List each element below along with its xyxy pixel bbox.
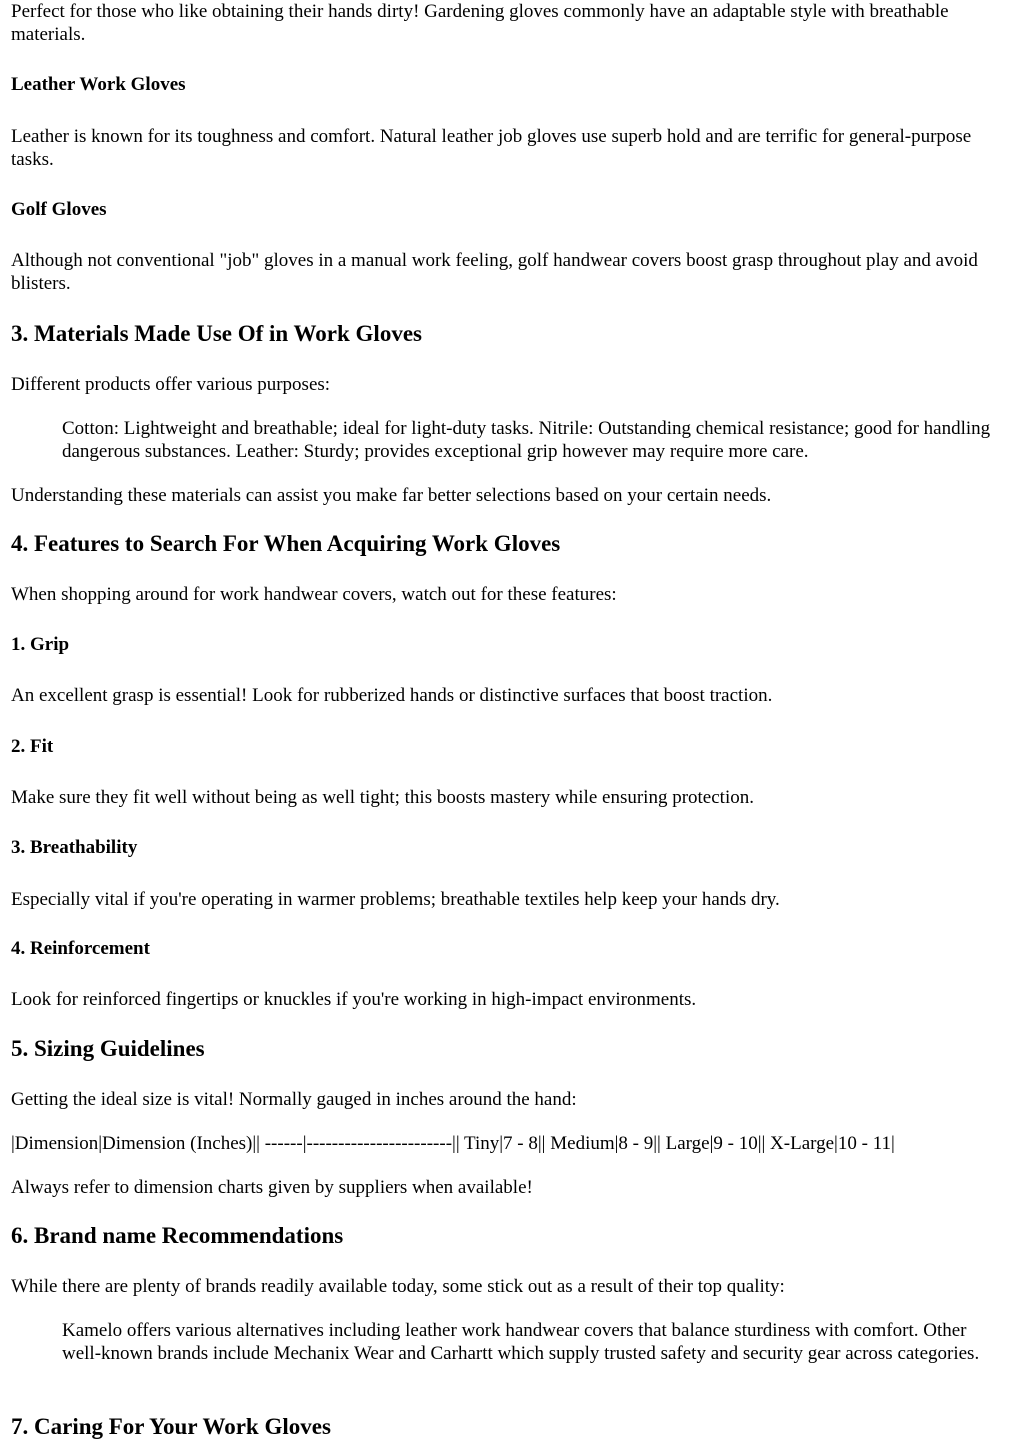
heading-sizing: 5. Sizing Guidelines: [11, 1036, 205, 1061]
heading-features: 4. Features to Search For When Acquiring Work Gloves: [11, 531, 561, 556]
materials-intro-paragraph: Different products offer various purposes:: [11, 374, 331, 395]
heading-caring: 7. Caring For Your Work Gloves: [11, 1414, 331, 1439]
sizing-note-paragraph: Always refer to dimension charts given by suppliers when available!: [11, 1177, 533, 1198]
heading-golf-gloves: Golf Gloves: [11, 199, 107, 220]
reinforcement-paragraph: Look for reinforced fingertips or knuckles if you're working in high-impact environments.: [11, 989, 697, 1010]
intro-gardening-paragraph: Perfect for those who like obtaining their hands dirty! Gardening gloves commonly have an adaptable style with breathable materials.: [11, 1, 949, 45]
heading-fit: 2. Fit: [11, 736, 54, 757]
breathability-paragraph: Especially vital if you're operating in warmer problems; breathable textiles help keep your hands dry.: [11, 889, 780, 910]
sizing-intro-paragraph: Getting the ideal size is vital! Normally gauged in inches around the hand:: [11, 1089, 577, 1110]
fit-paragraph: Make sure they fit well without being as well tight; this boosts mastery while ensuring protection.: [11, 787, 754, 808]
leather-paragraph: Leather is known for its toughness and comfort. Natural leather job gloves use superb hold and are terrific for general-purpose tasks.: [11, 126, 972, 170]
heading-breathability: 3. Breathability: [11, 837, 138, 858]
heading-grip: 1. Grip: [11, 634, 70, 655]
grip-paragraph: An excellent grasp is essential! Look for rubberized hands or distinctive surfaces that boost traction.: [11, 685, 773, 706]
heading-leather-work-gloves: Leather Work Gloves: [11, 74, 186, 95]
heading-reinforcement: 4. Reinforcement: [11, 938, 150, 959]
materials-summary-paragraph: Understanding these materials can assist you make far better selections based on your certain needs.: [11, 485, 772, 506]
golf-paragraph: Although not conventional "job" gloves in a manual work feeling, golf handwear covers boost grasp throughout play and avoid blisters.: [11, 250, 978, 294]
materials-blockquote: Cotton: Lightweight and breathable; ideal for light-duty tasks. Nitrile: Outstanding chemical resistance; good for handling dangerous substances. Leather: Sturdy; provides exceptional grip however may require more care.: [62, 418, 991, 462]
heading-materials: 3. Materials Made Use Of in Work Gloves: [11, 321, 422, 346]
brands-blockquote: Kamelo offers various alternatives including leather work handwear covers that balance sturdiness with comfort. Other well-known brands include Mechanix Wear and Carhartt which supply trusted safety and security gear across categories.: [62, 1320, 980, 1364]
sizing-table-text: |Dimension|Dimension (Inches)|| ------|-----------------------|| Tiny|7 - 8|| Medium|8 - 9|| Large|9 - 10|| X-Large|10 - 11|: [11, 1133, 895, 1154]
heading-brands: 6. Brand name Recommendations: [11, 1223, 344, 1248]
features-intro-paragraph: When shopping around for work handwear covers, watch out for these features:: [11, 584, 617, 605]
brands-intro-paragraph: While there are plenty of brands readily available today, some stick out as a result of their top quality:: [11, 1276, 785, 1297]
